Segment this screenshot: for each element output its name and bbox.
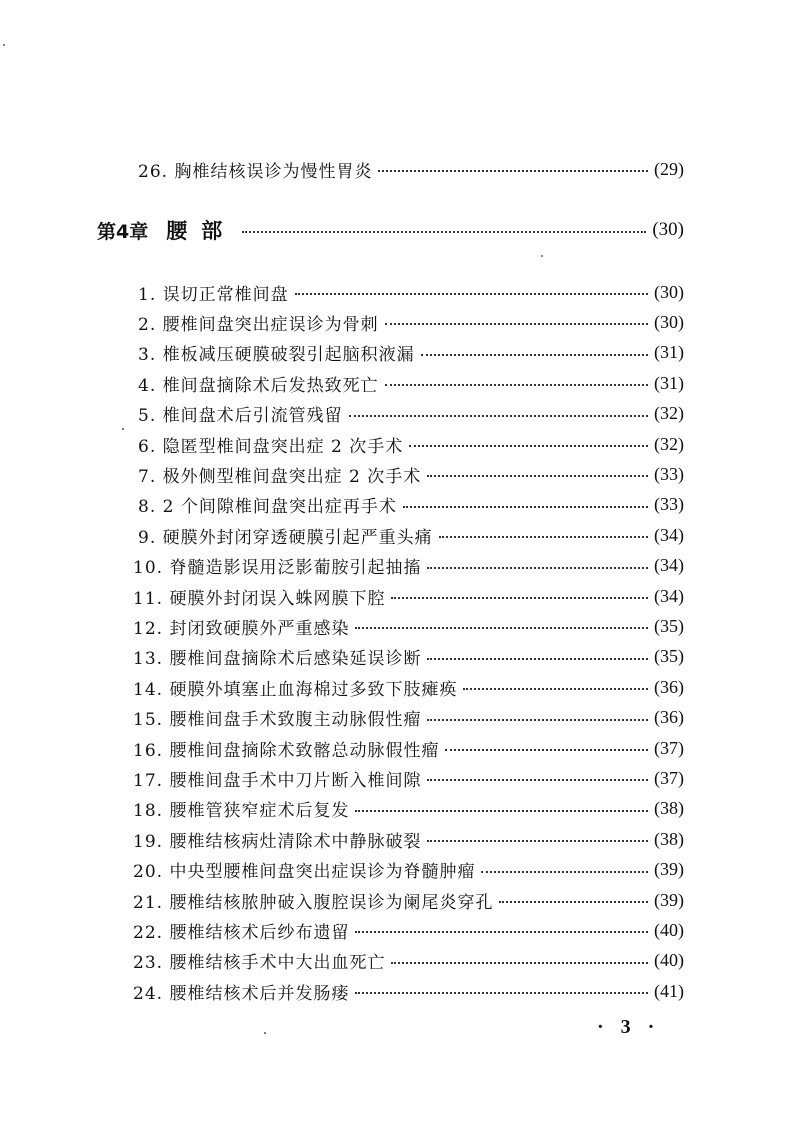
dot-leader [355, 627, 648, 629]
scan-speck [122, 428, 124, 430]
toc-entry-title: 26. 胸椎结核误诊为慢性胃炎 [138, 161, 373, 182]
dot-leader [499, 901, 648, 903]
chapter-title: 腰部 [166, 219, 237, 243]
toc-entry-title: 8. 2 个间隙椎间盘突出症再手术 [138, 497, 397, 518]
toc-entry-title: 3. 椎板减压硬膜破裂引起脑积液漏 [138, 345, 415, 366]
dot-leader [355, 992, 648, 994]
toc-entry [138, 430, 684, 458]
toc-entry-title: 2. 腰椎间盘突出症误诊为骨刺 [138, 314, 379, 335]
toc-entry-page: (29) [654, 158, 684, 179]
toc-entry-title: 13. 腰椎间盘摘除术后感染延误诊断 [133, 649, 422, 670]
toc-entry [138, 491, 684, 519]
toc-entry [133, 764, 684, 792]
toc-entry [133, 552, 684, 580]
toc-entry-page: (37) [654, 737, 684, 758]
chapter-label: 第4章 [97, 220, 149, 243]
toc-entry-title: 11. 硬膜外封闭误入蛛网膜下腔 [133, 588, 386, 609]
toc-entry-title: 10. 脊髓造影误用泛影葡胺引起抽搐 [133, 558, 422, 579]
toc-entry-title: 16. 腰椎间盘摘除术致髂总动脉假性瘤 [133, 740, 440, 761]
toc-entry-page: (40) [654, 950, 684, 971]
toc-entry-page: (31) [654, 372, 684, 393]
toc-entry [133, 582, 684, 610]
toc-entry [133, 643, 684, 671]
toc-entry-title: 4. 椎间盘摘除术后发热致死亡 [138, 375, 379, 396]
dot-leader [391, 597, 648, 599]
dot-leader [403, 506, 648, 508]
toc-entry-page: (34) [654, 585, 684, 606]
dot-leader [355, 810, 648, 812]
toc-entry-title: 9. 硬膜外封闭穿透硬膜引起严重头痛 [138, 527, 433, 548]
toc-entry [133, 856, 684, 884]
toc-entry [138, 308, 684, 336]
toc-entry-title: 23. 腰椎结核手术中大出血死亡 [133, 953, 386, 974]
dot-leader [385, 384, 648, 386]
scan-speck [541, 255, 543, 257]
toc-entry-page: (39) [654, 859, 684, 880]
toc-entry [138, 278, 684, 306]
toc-entry-page: (36) [654, 707, 684, 728]
toc-entry-title: 22. 腰椎结核术后纱布遗留 [133, 922, 350, 943]
toc-entry-title: 18. 腰椎管狭窄症术后复发 [133, 801, 350, 822]
toc-entry [133, 673, 684, 701]
toc-entry [138, 155, 684, 183]
toc-entry [138, 460, 684, 488]
toc-entry-title: 5. 椎间盘术后引流管残留 [138, 406, 343, 427]
chapter-page: (30) [652, 219, 684, 240]
dot-leader [439, 536, 648, 538]
toc-entry-page: (30) [654, 311, 684, 332]
page-number: · 3 · [597, 1016, 661, 1038]
toc-entry-page: (30) [654, 281, 684, 302]
toc-entry [133, 795, 684, 823]
dot-leader [295, 293, 648, 295]
toc-entry-page: (36) [654, 676, 684, 697]
dot-leader [391, 962, 648, 964]
toc-entry-page: (31) [654, 342, 684, 363]
dot-leader [385, 323, 648, 325]
toc-entry-page: (40) [654, 919, 684, 940]
toc-entry-title: 19. 腰椎结核病灶清除术中静脉破裂 [133, 831, 422, 852]
toc-entry [133, 825, 684, 853]
toc-entry-page: (32) [654, 433, 684, 454]
dot-leader [445, 749, 648, 751]
toc-entry [133, 612, 684, 640]
toc-entry-title: 12. 封闭致硬膜外严重感染 [133, 618, 350, 639]
toc-entry-page: (32) [654, 403, 684, 424]
toc-entry [133, 977, 684, 1005]
toc-entry-title: 6. 隐匿型椎间盘突出症 2 次手术 [138, 436, 404, 457]
toc-entry [138, 339, 684, 367]
toc-entry-title: 24. 腰椎结核术后并发肠瘘 [133, 983, 350, 1004]
toc-entry [133, 734, 684, 762]
toc-entry [133, 916, 684, 944]
dot-leader [409, 445, 648, 447]
dot-leader [378, 170, 648, 172]
toc-entry-page: (33) [654, 463, 684, 484]
toc-entry-page: (41) [654, 980, 684, 1001]
chapter-heading [97, 214, 684, 246]
dot-leader [463, 688, 648, 690]
dot-leader [427, 567, 648, 569]
scan-speck [264, 1032, 266, 1034]
dot-leader [349, 415, 648, 417]
toc-entry-page: (37) [654, 767, 684, 788]
dot-leader [355, 931, 648, 933]
toc-entry-page: (33) [654, 494, 684, 515]
toc-entry-title: 15. 腰椎间盘手术致腹主动脉假性瘤 [133, 710, 422, 731]
dot-leader [427, 475, 648, 477]
dot-leader [427, 779, 648, 781]
dot-leader [427, 840, 648, 842]
toc-entry-page: (35) [654, 646, 684, 667]
toc-entry-title: 7. 极外侧型椎间盘突出症 2 次手术 [138, 466, 422, 487]
toc-entry [138, 521, 684, 549]
toc-entry-title: 17. 腰椎间盘手术中刀片断入椎间隙 [133, 770, 422, 791]
toc-entry-page: (34) [654, 555, 684, 576]
dot-leader [481, 871, 648, 873]
toc-entry-page: (38) [654, 798, 684, 819]
toc-entry-title: 20. 中央型腰椎间盘突出症误诊为脊髓肿瘤 [133, 862, 476, 883]
dot-leader [421, 354, 648, 356]
toc-entry [133, 704, 684, 732]
toc-entry [138, 369, 684, 397]
scan-speck [3, 44, 5, 46]
toc-entry [138, 400, 684, 428]
toc-entry-title: 21. 腰椎结核脓肿破入腹腔误诊为阑尾炎穿孔 [133, 892, 494, 913]
toc-entry-page: (39) [654, 889, 684, 910]
dot-leader [242, 231, 646, 233]
toc-entry [133, 947, 684, 975]
toc-entry [133, 886, 684, 914]
dot-leader [427, 658, 648, 660]
toc-entry-page: (38) [654, 828, 684, 849]
toc-entry-page: (34) [654, 524, 684, 545]
toc-entry-title: 14. 硬膜外填塞止血海棉过多致下肢瘫痪 [133, 679, 458, 700]
toc-entry-page: (35) [654, 615, 684, 636]
dot-leader [427, 719, 648, 721]
toc-entry-title: 1. 误切正常椎间盘 [138, 284, 289, 305]
